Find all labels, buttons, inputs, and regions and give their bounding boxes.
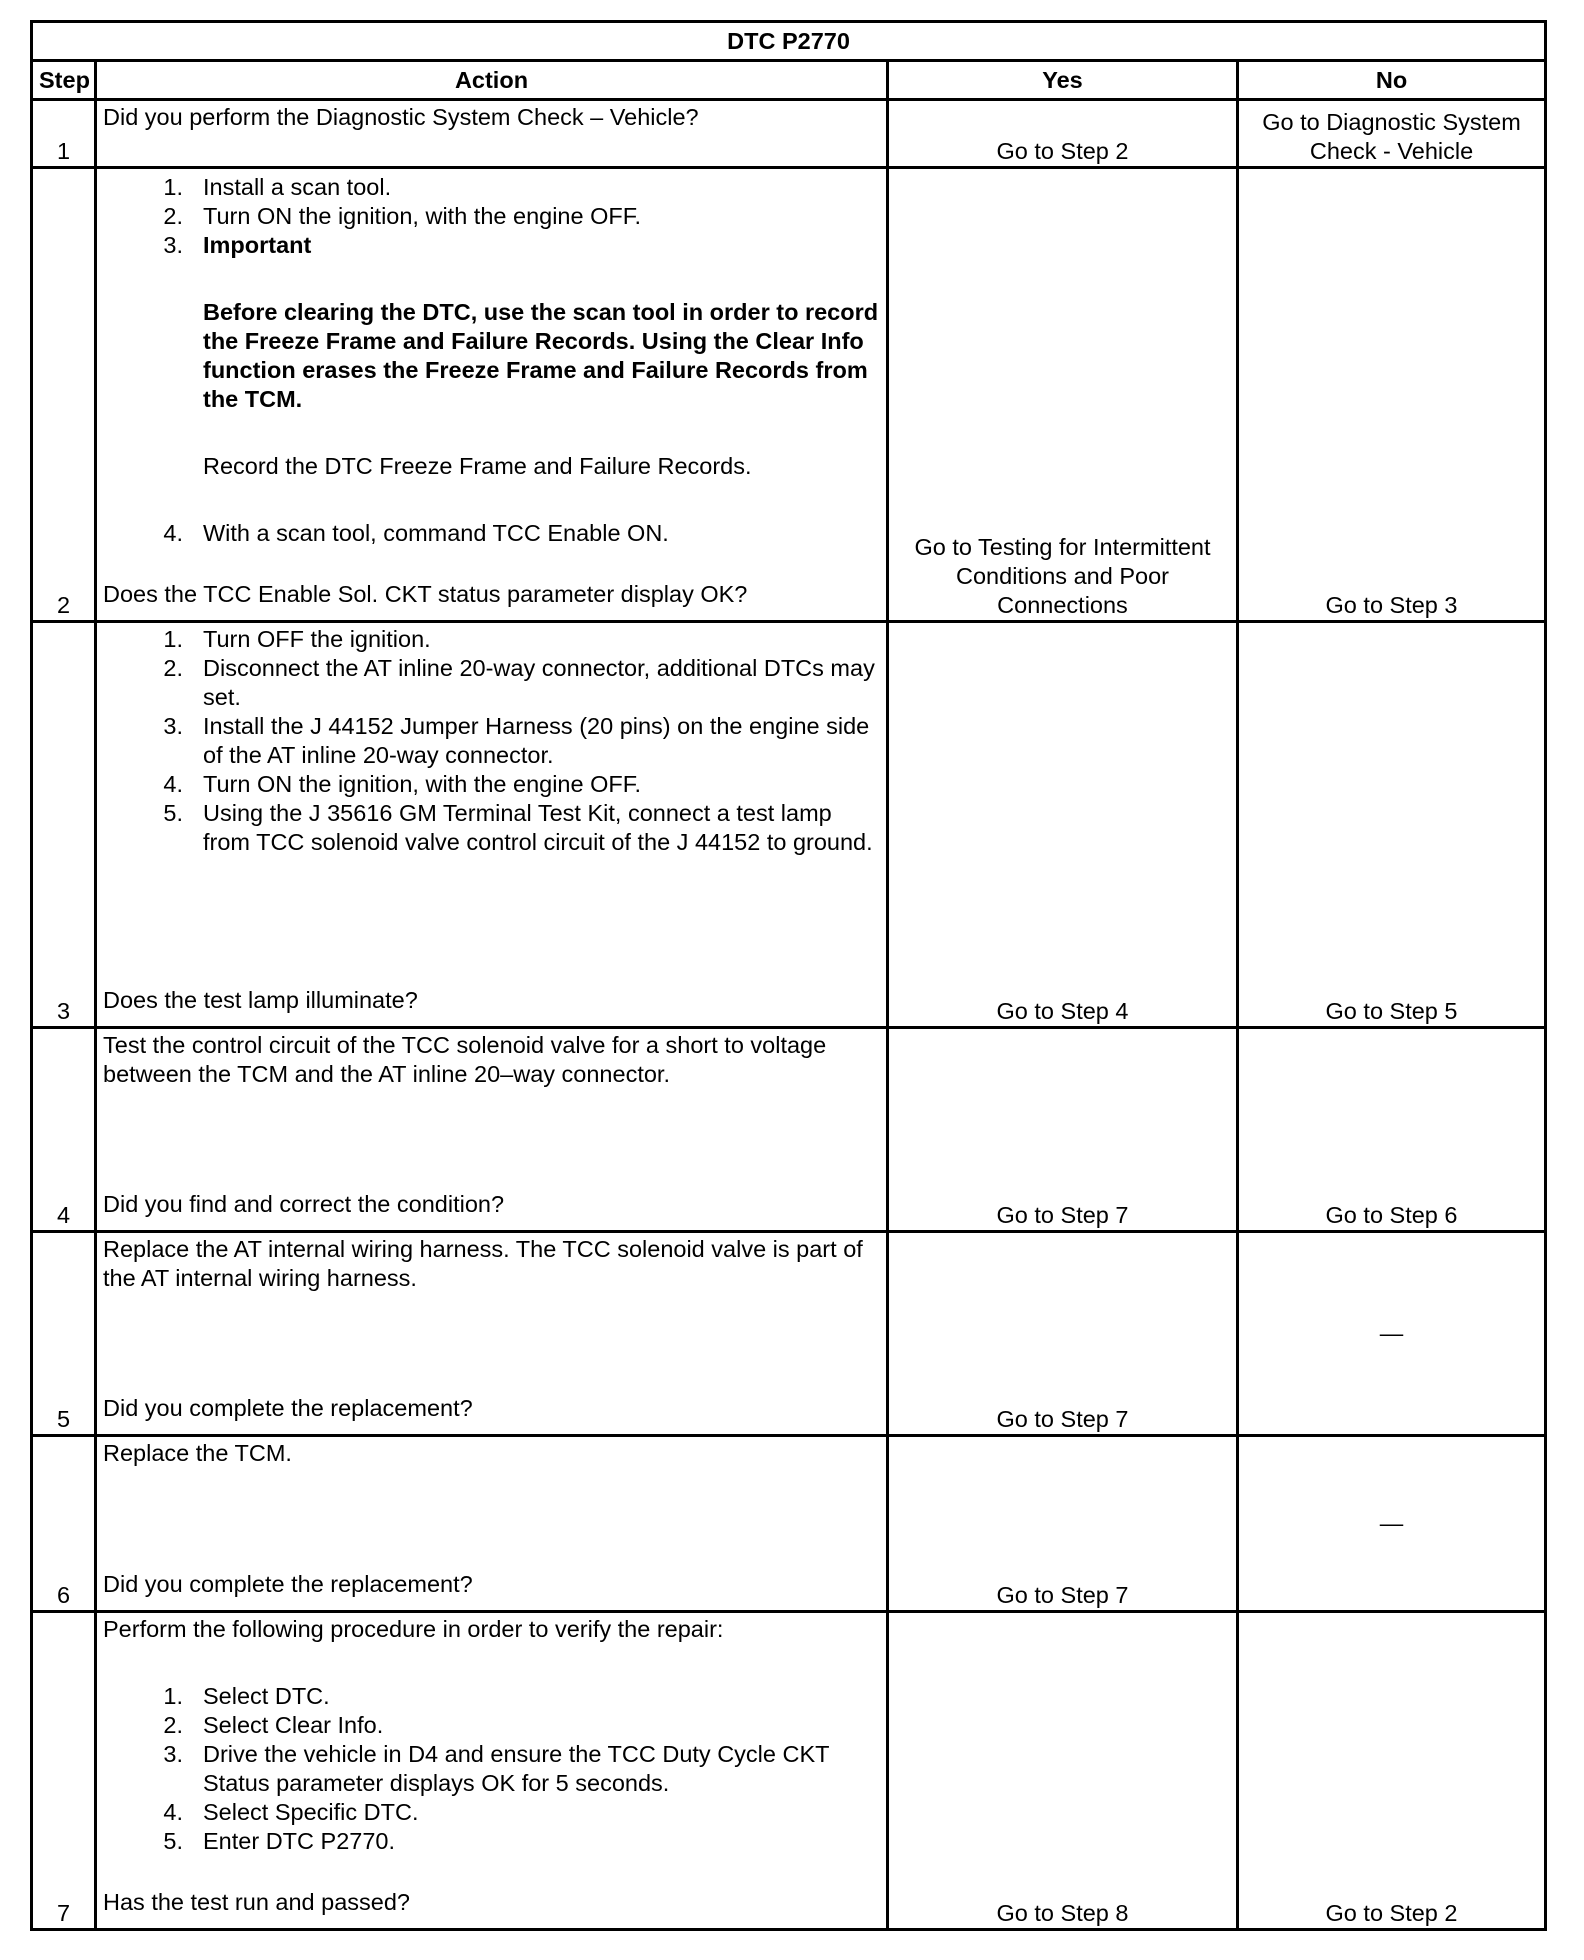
list-item: 2. Select Clear Info.	[163, 1712, 384, 1738]
procedure-list	[103, 625, 880, 857]
no-cell: Go to Step 3	[1238, 168, 1546, 622]
action-question: Did you complete the replacement?	[103, 1395, 473, 1421]
yes-cell: Go to Step 7	[888, 1232, 1238, 1436]
header-action: Action	[96, 61, 888, 100]
action-question: Did you complete the replacement?	[103, 1571, 473, 1597]
step-number: 7	[32, 1612, 96, 1930]
important-note: Before clearing the DTC, use the scan tool in order to record the Freeze Frame and Failure Records. Using the Clear Info function erases the Freeze Frame and Failure Records from the TCM.	[203, 299, 879, 412]
action-question: Does the TCC Enable Sol. CKT status parameter display OK?	[103, 581, 748, 607]
yes-cell: Go to Step 8	[888, 1612, 1238, 1930]
action-question: Has the test run and passed?	[103, 1889, 411, 1915]
no-cell: Go to Step 2	[1238, 1612, 1546, 1930]
table-row	[32, 622, 1546, 1028]
list-item: 1. Install a scan tool.	[163, 174, 392, 200]
list-item: 1. Turn OFF the ignition.	[163, 626, 431, 652]
table-row	[32, 168, 1546, 622]
yes-cell: Go to Step 7	[888, 1436, 1238, 1612]
table-row	[32, 1612, 1546, 1930]
yes-cell: Go to Testing for Intermittent Conditions and Poor Connections	[888, 168, 1238, 622]
dtc-table	[30, 20, 1547, 1931]
action-instruction: Perform the following procedure in order to verify the repair:	[103, 1616, 724, 1642]
action-question: Did you perform the Diagnostic System Check – Vehicle?	[103, 104, 699, 130]
no-cell: Go to Step 5	[1238, 622, 1546, 1028]
procedure-list	[103, 173, 880, 548]
yes-cell: Go to Step 7	[888, 1028, 1238, 1232]
step-number: 4	[32, 1028, 96, 1232]
table-row	[32, 1232, 1546, 1436]
action-question: Does the test lamp illuminate?	[103, 987, 418, 1013]
header-no: No	[1238, 61, 1546, 100]
list-item: 4. Turn ON the ignition, with the engine OFF.	[163, 771, 642, 797]
step-number: 1	[32, 100, 96, 168]
table-title: DTC P2770	[32, 22, 1546, 61]
list-item: 5. Enter DTC P2770.	[163, 1828, 396, 1854]
action-instruction: Replace the AT internal wiring harness. The TCC solenoid valve is part of the AT internal wiring harness.	[103, 1236, 863, 1291]
record-instruction: Record the DTC Freeze Frame and Failure Records.	[203, 453, 752, 479]
step-number: 3	[32, 622, 96, 1028]
table-row	[32, 1436, 1546, 1612]
list-item: 5. Using the J 35616 GM Terminal Test Kit, connect a test lamp from TCC solenoid valve control circuit of the J 44152 to ground.	[163, 800, 873, 855]
list-item: 1. Select DTC.	[163, 1683, 330, 1709]
important-label: Important	[203, 232, 312, 258]
list-item: 3. Install the J 44152 Jumper Harness (20 pins) on the engine side of the AT inline 20-way connector.	[163, 713, 870, 768]
no-cell: Go to Diagnostic System Check - Vehicle	[1238, 100, 1546, 168]
list-item: 4. With a scan tool, command TCC Enable ON.	[163, 520, 669, 546]
table-row	[32, 1028, 1546, 1232]
yes-cell: Go to Step 2	[888, 100, 1238, 168]
list-item: 2. Disconnect the AT inline 20-way connector, additional DTCs may set.	[163, 655, 875, 710]
list-item: 3. Drive the vehicle in D4 and ensure the TCC Duty Cycle CKT Status parameter displays OK for 5 seconds.	[163, 1741, 830, 1796]
table-row	[32, 100, 1546, 168]
no-cell: —	[1238, 1232, 1546, 1436]
list-item: 3. Important Before clearing the DTC, use the scan tool in order to record the Freeze Frame and Failure Records. Using the Clear Info function erases the Freeze Frame and Failure Records from the TCM. Record the DTC Freeze Frame and Failure Records.	[163, 232, 879, 479]
header-step: Step	[32, 61, 96, 100]
no-cell: —	[1238, 1436, 1546, 1612]
action-instruction: Test the control circuit of the TCC solenoid valve for a short to voltage between the TCM and the AT inline 20–way connector.	[103, 1032, 827, 1087]
list-item: 2. Turn ON the ignition, with the engine OFF.	[163, 203, 642, 229]
step-number: 2	[32, 168, 96, 622]
yes-cell: Go to Step 4	[888, 622, 1238, 1028]
header-yes: Yes	[888, 61, 1238, 100]
step-number: 5	[32, 1232, 96, 1436]
action-question: Did you find and correct the condition?	[103, 1191, 505, 1217]
list-item: 4. Select Specific DTC.	[163, 1799, 419, 1825]
procedure-list	[103, 1682, 880, 1856]
no-cell: Go to Step 6	[1238, 1028, 1546, 1232]
step-number: 6	[32, 1436, 96, 1612]
action-instruction: Replace the TCM.	[103, 1440, 292, 1466]
